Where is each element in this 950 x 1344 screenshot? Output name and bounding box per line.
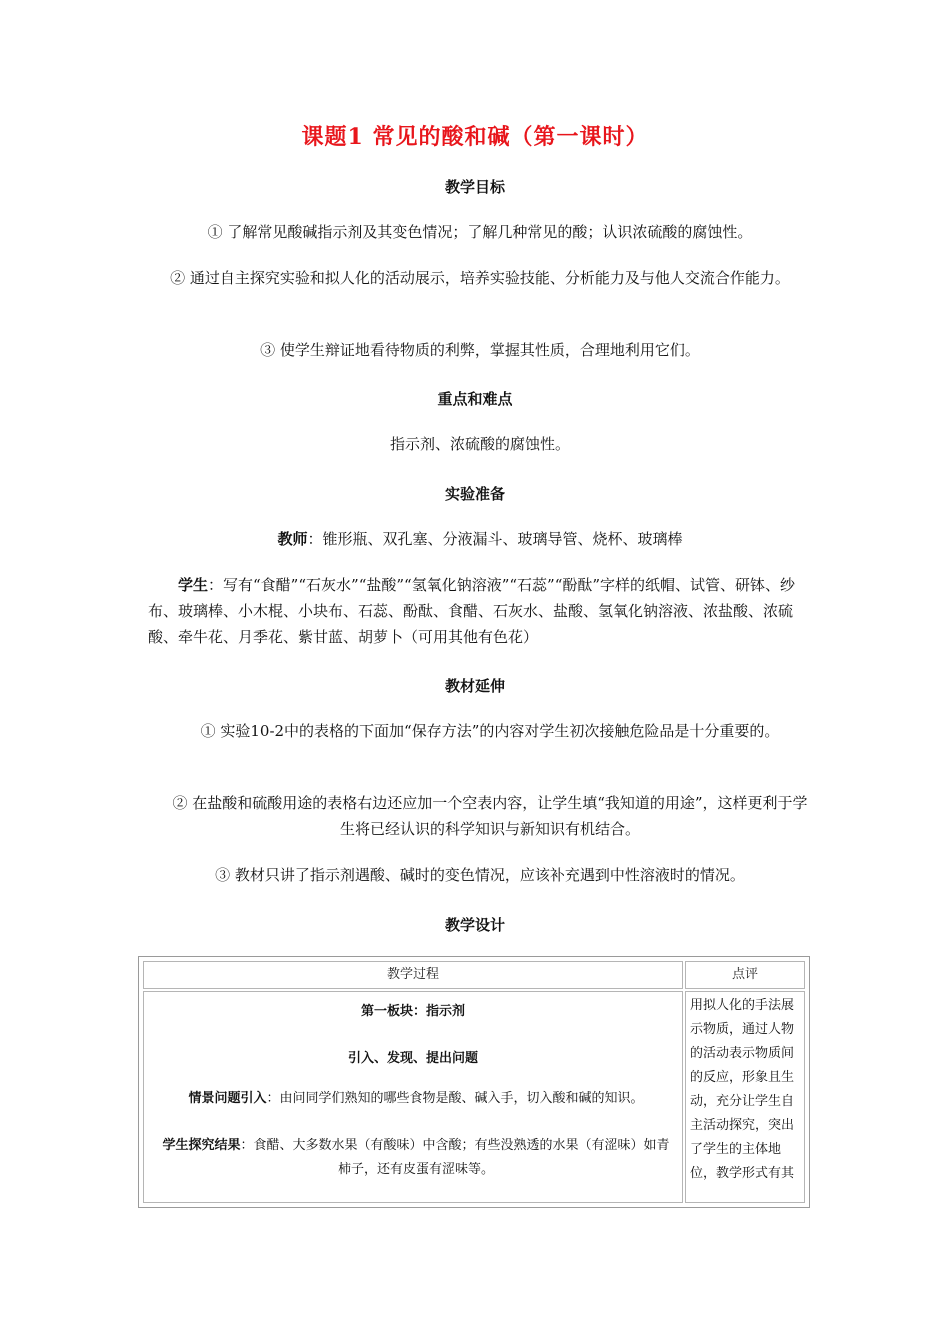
goal-item-3: ③ 使学生辩证地看待物质的利弊，掌握其性质，合理地利用它们。 (260, 341, 700, 359)
design-table (138, 956, 810, 1208)
process-cell (143, 991, 683, 1203)
heading-focus: 重点和难点 (437, 390, 513, 408)
goal-item-1: ① 了解常见酸碱指示剂及其变色情况；了解几种常见的酸；认识浓硫酸的腐蚀性。 (207, 223, 753, 241)
focus-text: 指示剂、浓硫酸的腐蚀性。 (389, 435, 570, 453)
col-header-process: 教学过程 (143, 961, 683, 989)
prep-student-text: ：写有“食醋”“石灰水”“盐酸”“氢氧化钠溶液”“石蕊”“酚酞”字样的纸帽、试管、研钵、纱布、玻璃棒、小木棍、小块布、石蕊、酚酞、食醋、石灰水、盐酸、氢氧化钠溶液、浓盐酸、浓硫酸、牵牛花、月季花、紫甘蓝、胡萝卜（可用其他有色花） (148, 576, 796, 646)
heading-prep: 实验准备 (444, 485, 505, 503)
result-label: 学生探究结果 (162, 1138, 241, 1153)
prep-student-label: 学生 (178, 576, 209, 594)
result-text: ：食醋、大多数水果（有酸味）中含酸；有些没熟透的水果（有涩味）如青柿子，还有皮蛋有涩味等。 (240, 1138, 670, 1177)
block-title: 第一板块：指示剂 (360, 1004, 465, 1019)
extension-item-2: ② 在盐酸和硫酸用途的表格右边还应加一个空表内容，让学生填“我知道的用途”，这样更利于学生将已经认识的科学知识与新知识有机结合。 (172, 794, 808, 838)
prep-teacher-text: ：锥形瓶、双孔塞、分液漏斗、玻璃导管、烧杯、玻璃棒 (307, 530, 683, 548)
prep-teacher (150, 526, 810, 552)
comment-cell: 用拟人化的手法展示物质，通过人物的活动表示物质间的反应，形象且生动，充分让学生自主活动探究，突出了学生的主体地位，教学形式有其 (685, 991, 805, 1203)
prep-teacher-label: 教师 (277, 530, 308, 548)
prep-student (148, 572, 812, 650)
result-paragraph (156, 1134, 676, 1182)
col-header-comment: 点评 (685, 961, 805, 989)
intro-text: ：由问同学们熟知的哪些食物是酸、碱入手，切入酸和碱的知识。 (266, 1091, 644, 1106)
goal-item-2: ② 通过自主探究实验和拟人化的活动展示，培养实验技能、分析能力及与他人交流合作能力。 (170, 269, 790, 287)
block-subtitle: 引入、发现、提出问题 (347, 1051, 478, 1066)
heading-design: 教学设计 (444, 916, 505, 934)
heading-extension: 教材延伸 (444, 677, 505, 695)
intro-paragraph (156, 1087, 676, 1111)
intro-label: 情景问题引入 (188, 1091, 267, 1106)
extension-item-3: ③ 教材只讲了指示剂遇酸、碱时的变色情况，应该补充遇到中性溶液时的情况。 (215, 866, 745, 884)
heading-goals: 教学目标 (444, 178, 505, 196)
page-title: 课题1 常见的酸和碱（第一课时） (301, 124, 649, 150)
extension-item-1: ① 实验10-2中的表格的下面加“保存方法”的内容对学生初次接触危险品是十分重要的。 (200, 722, 780, 740)
